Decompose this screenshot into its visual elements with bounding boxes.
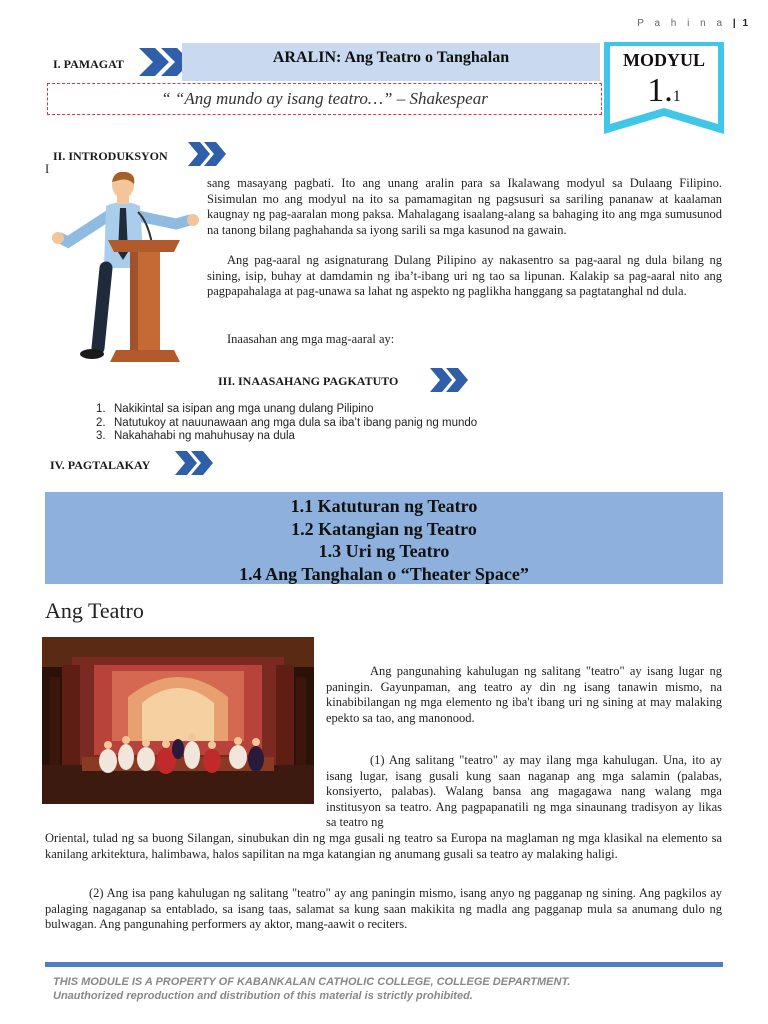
- speaker-at-podium-illustration: [50, 172, 200, 364]
- modyul-badge: [604, 42, 724, 134]
- intro-paragraph-3: Inaasahan ang mga mag-aaral ay:: [227, 332, 395, 346]
- chevron-double-right-icon: [430, 368, 470, 392]
- list-item: 3. Nakahahabi ng mahuhusay na dula: [96, 430, 295, 442]
- topic-item: 1.4 Ang Tanghalan o “Theater Space”: [239, 563, 529, 584]
- section-heading: Ang Teatro: [45, 598, 144, 623]
- list-item: 2. Natutukoy at nauunawaan ang mga dula sa iba’t ibang panig ng mundo: [96, 416, 478, 429]
- teatro-paragraph-1: Ang pangunahing kahulugan ng salitang "teatro" ay isang lugar ng paningin. Gayunpaman, ang teatro ay din ng isang tanawin mismo, na kinabibilangan ng mga elemento ng iba't ibang uri ng sining at may malaking epekto sa tao, ang manonood.: [326, 664, 722, 725]
- shakespeare-quote: “ “Ang mundo ay isang teatro…” – Shakespear: [47, 83, 602, 115]
- modyul-label: MODYUL: [623, 50, 705, 70]
- learning-outcomes-list: [96, 403, 576, 444]
- topics-box: [45, 492, 723, 584]
- footer-divider: [45, 962, 723, 967]
- introduksyon-label: II. INTRODUKSYON: [53, 149, 168, 163]
- teatro-paragraph-3: (2) Ang isa pang kahulugan ng salitang "teatro" ay ang paningin mismo, isang anyo ng pagganap ng sining. Ang pagkilos ay palaging nagaganap sa entablado, sa isang taas, salamat sa kung saan makikita ng madla ang pagganap mula sa anumang dulo ng bulwagan. Ang pangunahing performers ay aktor, mang-aawit o reciters.: [45, 886, 722, 931]
- pagtalakay-label: IV. PAGTALAKAY: [50, 458, 151, 472]
- pamagat-label: I. PAMAGAT: [53, 57, 124, 71]
- pagkatuto-label: III. INAASAHANG PAGKATUTO: [218, 374, 399, 388]
- teatro-paragraph-2b: Oriental, tulad ng sa buong Silangan, sinubukan din ng mga gusali ng teatro sa Europa na maglaman ng mga klasikal na elemento sa kanilang arkitektura, halimbawa, halos sapilitan na mga katangian ng anumang gusali sa teatro ay malaking haligi.: [45, 831, 722, 861]
- topic-item: 1.3 Uri ng Teatro: [318, 541, 450, 561]
- list-item: 1. Nakikintal sa isipan ang mga unang dulang Pilipino: [96, 403, 374, 415]
- lesson-title: ARALIN: Ang Teatro o Tanghalan: [182, 43, 600, 81]
- modyul-number: 1.1: [647, 72, 681, 109]
- teatro-paragraph-2a: (1) Ang salitang "teatro" ay may ilang mga kahulugan. Una, ito ay isang lugar, isang gusali kung saan naganap ang mga salamin (palabas, konsiyerto, palabas). Walang bansa ang magagawa nang walang mga institusyon sa teatro. Ang pagpapanatili ng mga sinaunang tradisyon ay likas sa teatro ng: [326, 753, 722, 829]
- theater-stage-photo: [42, 637, 314, 804]
- intro-paragraph-1: sang masayang pagbati. Ito ang unang aralin para sa Ikalawang modyul sa Dulaang Filipino. Sisimulan mo ang modyul na ito sa pamamagitan ng pagsusuri sa sariling pananaw at kaalaman kaugnay ng pag-aaralan mong paksa. Mahalagang isaalang-alang sa bahaging ito ang mga sumusunod na tanong bilang paghahanda sa iyong sarili sa mga kasunod na gawain.: [207, 176, 722, 237]
- footer-notice: THIS MODULE IS A PROPERTY OF KABANKALAN CATHOLIC COLLEGE, COLLEGE DEPARTMENT. Unauthorized reproduction and distribution of this material is strictly prohibited.: [53, 976, 571, 1002]
- page-number: P a h i n a | 1: [637, 18, 748, 29]
- topic-item: 1.1 Katuturan ng Teatro: [290, 496, 478, 516]
- chevron-double-right-icon: [175, 451, 215, 475]
- intro-paragraph-2: Ang pag-aaral ng asignaturang Dulang Pilipino ay nakasentro sa pag-aaral ng dula bilang ng sining, isip, buhay at damdamin ng iba’t-ibang uri ng tao sa lipunan. Kalakip sa pag-aaral nito ang pagpapahalaga at pag-unawa sa lahat ng aspekto ng paglikha hanggang sa pagtatanghal nd dula.: [207, 253, 722, 298]
- chevron-double-right-icon: [188, 142, 228, 166]
- drop-cap: I: [45, 162, 50, 176]
- topic-item: 1.2 Katangian ng Teatro: [291, 518, 477, 539]
